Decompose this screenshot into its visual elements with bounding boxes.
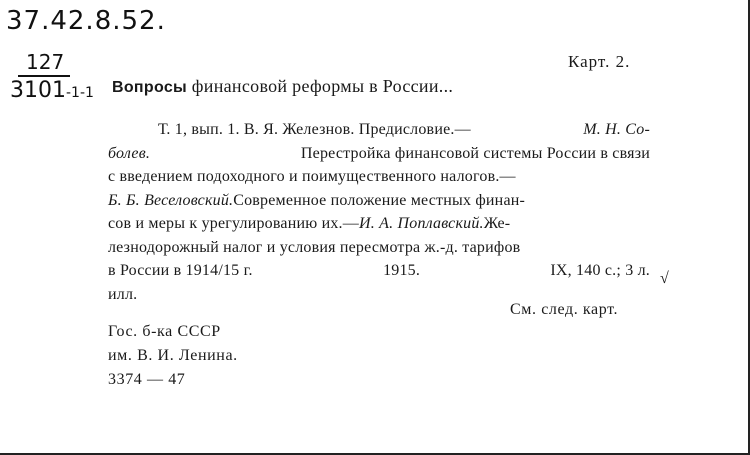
- check-mark-icon: √: [660, 270, 669, 287]
- body-text: Перестройка финансовой системы России в связи: [300, 144, 650, 162]
- book-title: [112, 76, 453, 97]
- shelf-mark-main: 3101: [10, 78, 66, 103]
- body-line-2: [108, 142, 650, 166]
- body-text: с введением подоходного и поимущественного налогов.—: [108, 168, 516, 185]
- body-text: Т. 1, вып. 1. В. Я. Железнов. Предисловие.—: [158, 121, 471, 138]
- title-rest: финансовой реформы в России...: [187, 76, 454, 96]
- author-name: М. Н. Со-: [583, 121, 650, 138]
- body-text: лезнодорожный налог и условия пересмотра ж.-д. тарифов: [108, 238, 521, 256]
- pagination: IX, 140 с.; 3 л.: [550, 262, 650, 279]
- author-name: болев.: [108, 144, 151, 162]
- author-name: Б. Б. Веселовский.: [108, 191, 234, 209]
- library-code: 3374 — 47: [108, 371, 186, 388]
- library-line-2: им. В. И. Ленина.: [108, 347, 238, 364]
- body-line-7: [108, 259, 650, 283]
- shelf-mark-sub: -1-1: [66, 85, 94, 101]
- body-line-4: [108, 189, 650, 213]
- author-name: И. А. Поплавский.: [358, 215, 484, 232]
- shelf-mark: [10, 78, 94, 103]
- number-underline: [18, 75, 70, 77]
- handwritten-number: 127: [26, 50, 65, 74]
- title-lead: Вопросы: [112, 79, 187, 96]
- contents-description: [108, 118, 650, 306]
- see-next-card: См. след. карт.: [510, 301, 619, 318]
- body-text: Современное положение местных финан-: [233, 191, 526, 209]
- body-text: сов и меры к урегулированию их.—: [108, 215, 359, 232]
- body-line-3: [108, 165, 650, 189]
- card-number: Карт. 2.: [568, 52, 631, 71]
- body-line-6: [108, 236, 650, 260]
- library-line-1: Гос. б-ка СССР: [108, 323, 221, 340]
- publication-year: 1915.: [383, 262, 421, 279]
- body-text: Же-: [483, 215, 511, 232]
- body-text: в России в 1914/15 г.: [108, 262, 253, 279]
- body-line-1: [108, 118, 650, 142]
- body-text: илл.: [108, 285, 138, 303]
- body-line-5: [108, 212, 650, 236]
- classification-code: 37.42.8.52.: [6, 6, 166, 36]
